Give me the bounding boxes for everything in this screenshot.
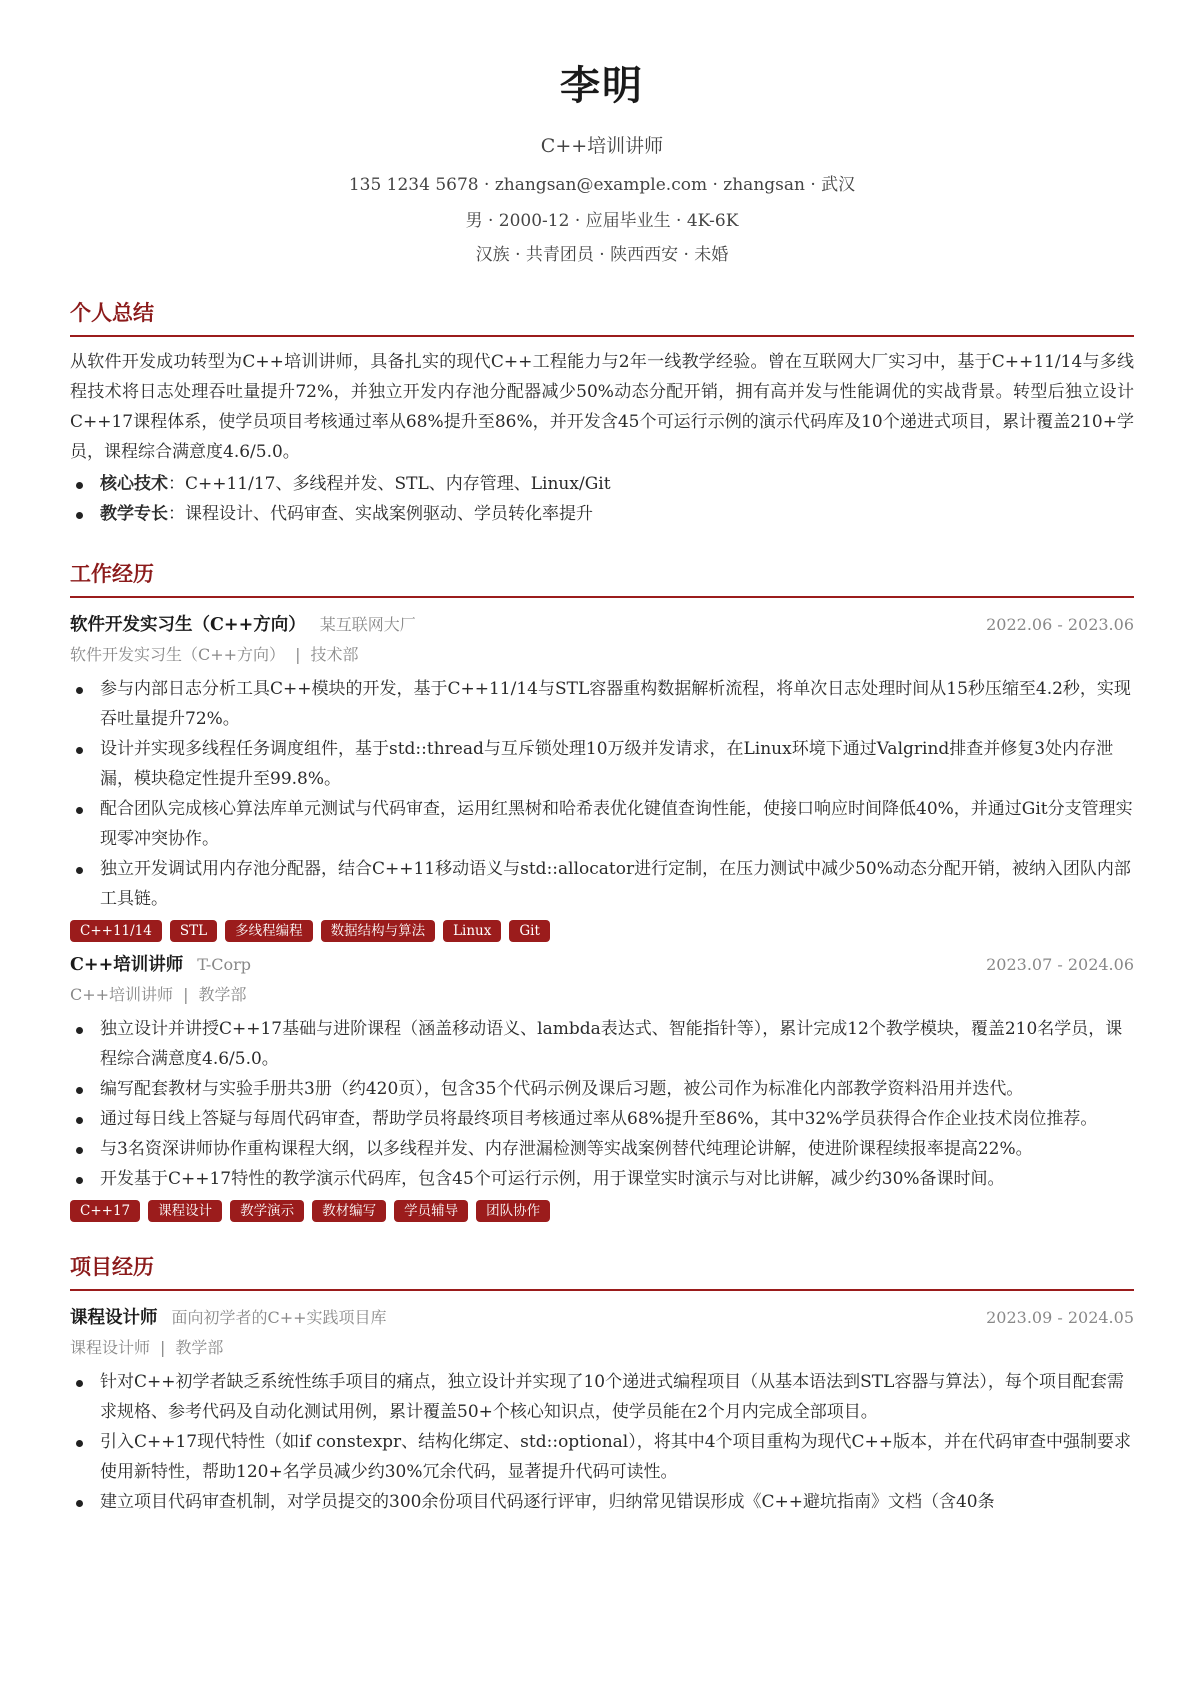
highlight-key: 核心技术 bbox=[100, 474, 168, 494]
summary-highlights bbox=[70, 469, 1134, 529]
highlight-key: 教学专长 bbox=[100, 504, 168, 524]
info-line: 男 · 2000-12 · 应届毕业生 · 4K-6K bbox=[465, 211, 739, 231]
list-item bbox=[70, 499, 1134, 529]
entry-subtitle bbox=[70, 980, 1134, 1010]
entry-title: 软件开发实习生（C++方向） bbox=[70, 615, 306, 635]
skill-tag: 教材编写 bbox=[312, 1200, 386, 1222]
skill-tag: Git bbox=[509, 920, 550, 942]
list-item: 设计并实现多线程任务调度组件，基于std::thread与互斥锁处理10万级并发请求，在Linux环境下通过Valgrind排查并修复3处内存泄漏，模块稳定性提升至99.8%。 bbox=[70, 734, 1134, 794]
candidate-name: 李明 bbox=[560, 62, 644, 109]
entry-bullets bbox=[70, 674, 1134, 914]
entry-position: C++培训讲师 bbox=[70, 985, 174, 1004]
entry-subtitle bbox=[70, 1333, 1134, 1363]
skill-tag: STL bbox=[170, 920, 217, 942]
list-item: 引入C++17现代特性（如if constexpr、结构化绑定、std::optional），将其中4个项目重构为现代C++版本，并在代码审查中强制要求使用新特性，帮助120+名学员减少约30%冗余代码，显著提升代码可读性。 bbox=[70, 1427, 1134, 1487]
highlight-separator: ： bbox=[168, 504, 185, 524]
subtitle-separator: | bbox=[295, 645, 301, 664]
summary-section-title: 个人总结 bbox=[70, 298, 1134, 337]
resume-header bbox=[70, 0, 1134, 267]
highlight-separator: ： bbox=[168, 474, 185, 494]
work-entry bbox=[70, 610, 1134, 942]
project-entry bbox=[70, 1303, 1134, 1517]
list-item: 独立开发调试用内存池分配器，结合C++11移动语义与std::allocator进行定制，在压力测试中减少50%动态分配开销，被纳入团队内部工具链。 bbox=[70, 854, 1134, 914]
contact-line: 135 1234 5678 · zhangsan@example.com · zhangsan · 武汉 bbox=[348, 175, 856, 195]
skill-tag: C++11/14 bbox=[70, 920, 162, 942]
entry-bullets bbox=[70, 1014, 1134, 1194]
skill-tag: 学员辅导 bbox=[394, 1200, 468, 1222]
entry-header bbox=[70, 610, 1134, 640]
skill-tag: 团队协作 bbox=[476, 1200, 550, 1222]
skill-tags bbox=[70, 1200, 1134, 1222]
list-item: 编写配套教材与实验手册共3册（约420页），包含35个代码示例及课后习题，被公司作为标准化内部教学资料沿用并迭代。 bbox=[70, 1074, 1134, 1104]
skill-tag: Linux bbox=[443, 920, 501, 942]
entry-date: 2023.09 - 2024.05 bbox=[986, 1308, 1134, 1327]
entry-position: 课程设计师 bbox=[70, 1338, 151, 1357]
projects-section-title: 项目经历 bbox=[70, 1252, 1134, 1291]
list-item: 针对C++初学者缺乏系统性练手项目的痛点，独立设计并实现了10个递进式编程项目（从基本语法到STL容器与算法），每个项目配套需求规格、参考代码及自动化测试用例，累计覆盖50+个核心知识点，使学员能在2个月内完成全部项目。 bbox=[70, 1367, 1134, 1427]
work-section bbox=[70, 559, 1134, 1222]
entry-organization: T-Corp bbox=[197, 955, 252, 974]
list-item: 与3名资深讲师协作重构课程大纲，以多线程并发、内存泄漏检测等实战案例替代纯理论讲解，使进阶课程续报率提高22%。 bbox=[70, 1134, 1134, 1164]
projects-section bbox=[70, 1252, 1134, 1517]
list-item: 建立项目代码审查机制，对学员提交的300余份项目代码逐行评审，归纳常见错误形成《C++避坑指南》文档（含40条 bbox=[70, 1487, 1134, 1517]
list-item: 配合团队完成核心算法库单元测试与代码审查，运用红黑树和哈希表优化键值查询性能，使接口响应时间降低40%，并通过Git分支管理实现零冲突协作。 bbox=[70, 794, 1134, 854]
entry-date: 2023.07 - 2024.06 bbox=[986, 955, 1134, 974]
skill-tag: 数据结构与算法 bbox=[321, 920, 436, 942]
highlight-value: 课程设计、代码审查、实战案例驱动、学员转化率提升 bbox=[185, 504, 593, 524]
entry-title: 课程设计师 bbox=[70, 1308, 158, 1328]
skill-tag: C++17 bbox=[70, 1200, 140, 1222]
work-section-title: 工作经历 bbox=[70, 559, 1134, 598]
list-item bbox=[70, 469, 1134, 499]
skill-tag: 教学演示 bbox=[230, 1200, 304, 1222]
list-item: 开发基于C++17特性的教学演示代码库，包含45个可运行示例，用于课堂实时演示与对比讲解，减少约30%备课时间。 bbox=[70, 1164, 1134, 1194]
entry-title-group bbox=[70, 1303, 387, 1333]
entry-department: 教学部 bbox=[198, 985, 247, 1004]
skill-tags bbox=[70, 920, 1134, 942]
entry-title: C++培训讲师 bbox=[70, 955, 184, 975]
list-item: 独立设计并讲授C++17基础与进阶课程（涵盖移动语义、lambda表达式、智能指针等），累计完成12个教学模块，覆盖210名学员，课程综合满意度4.6/5.0。 bbox=[70, 1014, 1134, 1074]
entry-position: 软件开发实习生（C++方向） bbox=[70, 645, 286, 664]
entry-date: 2022.06 - 2023.06 bbox=[986, 615, 1134, 634]
entry-title-group bbox=[70, 610, 416, 640]
skill-tag: 多线程编程 bbox=[225, 920, 313, 942]
summary-section bbox=[70, 298, 1134, 529]
entry-department: 教学部 bbox=[175, 1338, 224, 1357]
summary-text: 从软件开发成功转型为C++培训讲师，具备扎实的现代C++工程能力与2年一线教学经验。曾在互联网大厂实习中，基于C++11/14与多线程技术将日志处理吞吐量提升72%，并独立开发内存池分配器减少50%动态分配开销，拥有高并发与性能调优的实战背景。转型后独立设计C++17课程体系，使学员项目考核通过率从68%提升至86%，并开发含45个可运行示例的演示代码库及10个递进式项目，累计覆盖210+学员，课程综合满意度4.6/5.0。 bbox=[70, 352, 1134, 462]
entry-bullets bbox=[70, 1367, 1134, 1517]
extra-info-line: 汉族 · 共青团员 · 陕西西安 · 未婚 bbox=[475, 245, 729, 265]
list-item: 参与内部日志分析工具C++模块的开发，基于C++11/14与STL容器重构数据解析流程，将单次日志处理时间从15秒压缩至4.2秒，实现吞吐量提升72%。 bbox=[70, 674, 1134, 734]
entry-header bbox=[70, 950, 1134, 980]
entry-subtitle bbox=[70, 640, 1134, 670]
subtitle-separator: | bbox=[160, 1338, 166, 1357]
candidate-role: C++培训讲师 bbox=[540, 135, 664, 157]
work-entry bbox=[70, 950, 1134, 1222]
entry-header bbox=[70, 1303, 1134, 1333]
highlight-value: C++11/17、多线程并发、STL、内存管理、Linux/Git bbox=[185, 474, 611, 494]
entry-department: 技术部 bbox=[310, 645, 359, 664]
entry-organization: 某互联网大厂 bbox=[319, 615, 416, 634]
list-item: 通过每日线上答疑与每周代码审查，帮助学员将最终项目考核通过率从68%提升至86%，其中32%学员获得合作企业技术岗位推荐。 bbox=[70, 1104, 1134, 1134]
skill-tag: 课程设计 bbox=[148, 1200, 222, 1222]
subtitle-separator: | bbox=[183, 985, 189, 1004]
entry-title-group bbox=[70, 950, 251, 980]
entry-project-name: 面向初学者的C++实践项目库 bbox=[171, 1308, 387, 1327]
